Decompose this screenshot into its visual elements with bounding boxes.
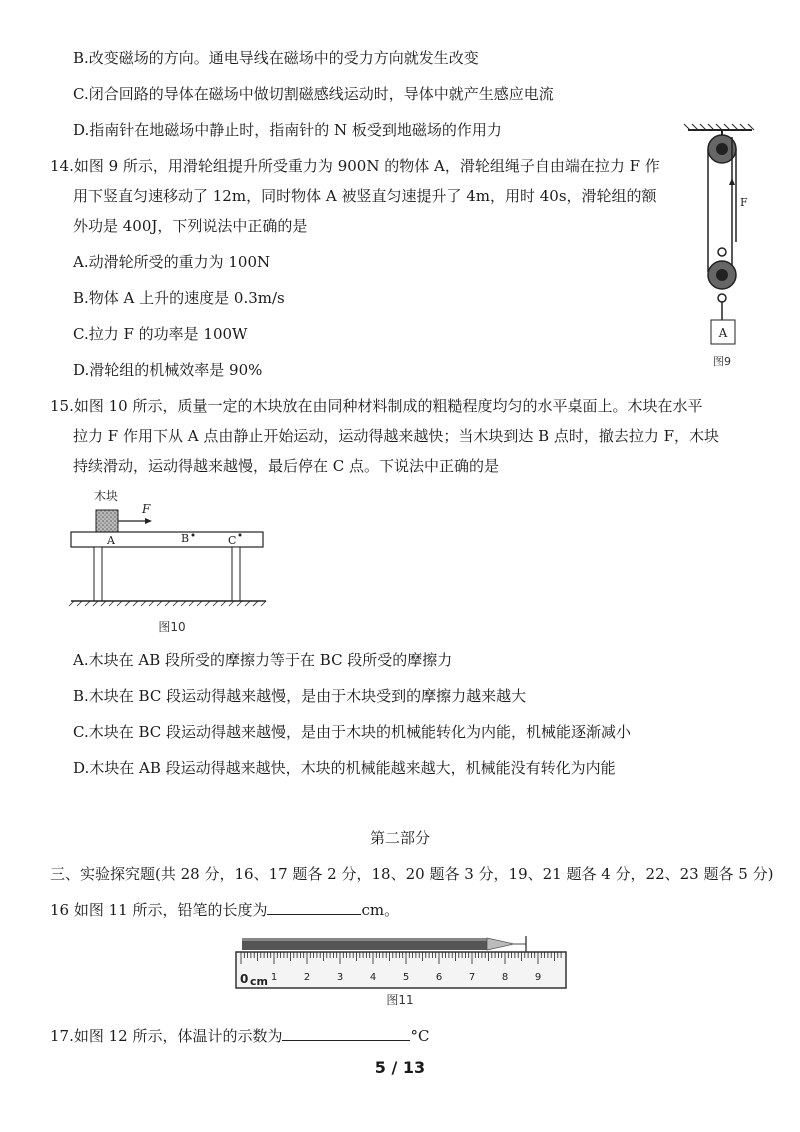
q14-option-c: C.拉力 F 的功率是 100W [73,325,248,343]
section-three-heading: 三、实验探究题(共 28 分，16、17 题各 2 分，18、20 题各 3 分，19、21 题各 4 分，22、23 题各 5 分) [50,865,774,883]
fig10-caption: 图10 [158,620,186,634]
q13-option-b: B.改变磁场的方向。通电导线在磁场中的受力方向就发生改变 [73,49,479,67]
tick-label-7: 7 [468,972,476,983]
q13-option-c: C.闭合回路的导体在磁场中做切割磁感线运动时，导体中就产生感应电流 [73,85,554,103]
fig9-box-label: A [718,326,728,340]
q14-stem-line2: 用下竖直匀速移动了 12m，同时物体 A 被竖直匀速提升了 4m，用时 40s，滑轮组的额 [73,187,657,205]
q15-stem-line1: 15.如图 10 所示，质量一定的木块放在由同种材料制成的粗糙程度均匀的水平桌面上。木块在水平 [50,397,703,415]
q14-option-b: B.物体 A 上升的速度是 0.3m/s [73,289,285,307]
q16-unit: cm。 [361,901,400,919]
ruler-figure-11 [234,932,568,1012]
q15-stem-line3: 持续滑动，运动得越来越慢，最后停在 C 点。下说法中正确的是 [73,457,500,475]
q15-option-d: D.木块在 AB 段运动得越来越快，木块的机械能越来越大，机械能没有转化为内能 [73,759,616,777]
fig9-force-label: F [740,196,748,209]
table-figure-10 [66,488,276,638]
fig10-force-label: F [142,502,151,516]
tick-label-4: 4 [369,972,377,983]
q16-text: 16 如图 11 所示，铅笔的长度为 [50,901,268,919]
tick-label-1: 1 [270,972,278,983]
ruler-body [236,952,566,988]
page-number: 5 / 13 [374,1058,426,1077]
tick-label-9: 9 [534,972,542,983]
q14-stem-line1: 14.如图 9 所示，用滑轮组提升所受重力为 900N 的物体 A，滑轮组绳子自由端在拉力 F 作 [50,157,660,175]
point-c-label: C [228,534,237,547]
q17-unit: °C [410,1027,430,1045]
q15-stem-line2: 拉力 F 作用下从 A 点由静止开始运动，运动得越来越快；当木块到达 B 点时，撤去拉力 F，木块 [73,427,720,445]
q13-option-d: D.指南针在地磁场中静止时，指南针的 N 板受到地磁场的作用力 [73,121,502,139]
pulley-figure-9 [680,122,760,372]
tick-label-8: 8 [501,972,509,983]
tick-label-6: 6 [435,972,443,983]
q17-text: 17.如图 12 所示，体温计的示数为 [50,1027,283,1045]
q15-option-c: C.木块在 BC 段运动得越来越慢，是由于木块的机械能转化为内能，机械能逐渐减小 [73,723,632,741]
q16-answer-blank[interactable] [267,900,361,915]
q14-stem-line3: 外功是 400J，下列说法中正确的是 [73,217,308,235]
fig9-caption: 图9 [713,355,731,368]
q17-answer-blank[interactable] [282,1026,410,1041]
q15-option-b: B.木块在 BC 段运动得越来越慢，是由于木块受到的摩擦力越来越大 [73,687,527,705]
wooden-block [96,510,118,532]
point-b-label: B [181,532,190,545]
pencil-tip [487,938,514,950]
q17-stem [50,1026,429,1046]
q15-option-a: A.木块在 AB 段所受的摩擦力等于在 BC 段所受的摩擦力 [73,651,453,669]
tick-label-5: 5 [402,972,410,983]
q14-option-a: A.动滑轮所受的重力为 100N [73,253,271,271]
tick-label-0: 0 [240,972,249,986]
tick-label-3: 3 [336,972,344,983]
q16-stem [50,900,399,920]
ruler-unit-label: cm [250,975,268,988]
fig10-block-label: 木块 [94,489,119,503]
fig11-caption: 图11 [386,993,414,1007]
point-a-label: A [107,534,115,547]
part-two-heading: 第二部分 [369,829,430,847]
tick-label-2: 2 [303,972,311,983]
q14-option-d: D.滑轮组的机械效率是 90% [73,361,263,379]
